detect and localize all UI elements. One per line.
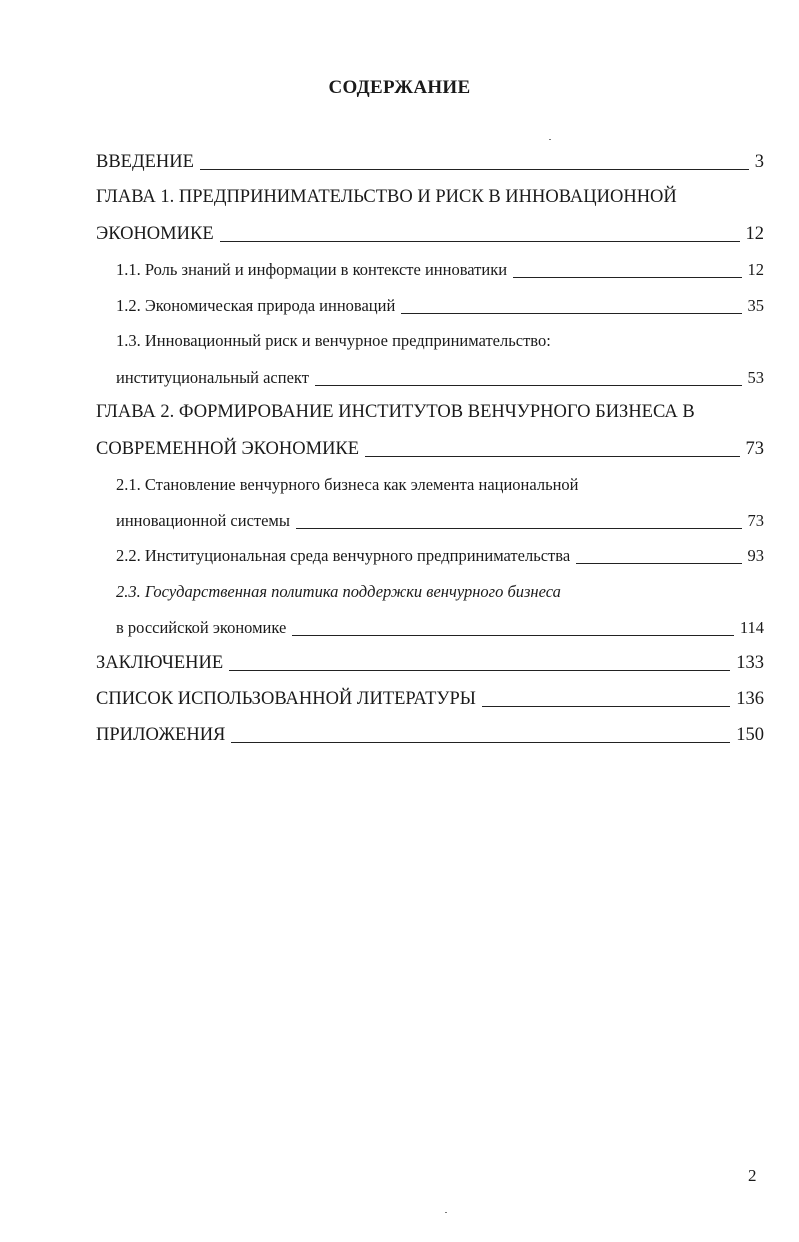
scan-speck [549,139,551,140]
toc-entry-1-1[interactable] [116,257,764,283]
toc-entry-title: 1.1. Роль знаний и информации в контексте инноватики [116,260,508,279]
toc-leader-line [292,635,734,636]
toc-page-number: 3 [754,152,764,172]
toc-leader-line [482,706,730,707]
toc-leader-line [315,385,742,386]
toc-1-3-line1: 1.3. Инновационный риск и венчурное предпринимательство: [116,331,551,350]
toc-entry-title: инновационной системы [116,511,290,530]
toc-entry-appendices[interactable] [96,722,764,748]
toc-page-number: 73 [745,439,764,459]
toc-chapter1-line1: ГЛАВА 1. ПРЕДПРИНИМАТЕЛЬСТВО И РИСК В ИННОВАЦИОННОЙ [96,187,677,207]
page-title: СОДЕРЖАНИЕ [328,77,471,98]
toc-entry-title: в российской экономике [116,618,287,637]
toc-entry-title: ПРИЛОЖЕНИЯ [96,725,226,745]
toc-page-number: 12 [747,260,764,279]
scan-speck [445,1212,447,1213]
toc-page-number: 12 [745,224,764,244]
toc-entry-references[interactable] [96,686,764,712]
toc-leader-line [576,563,741,564]
toc-leader-line [401,313,741,314]
toc-page-number: 114 [739,618,764,637]
toc-entry-2-2[interactable] [116,543,764,569]
toc-2-3-line1: 2.3. Государственная политика поддержки венчурного бизнеса [116,582,561,601]
toc-entry-2-3[interactable] [116,615,764,641]
toc-leader-line [200,169,749,170]
toc-entry-title: 2.2. Институциональная среда венчурного предпринимательства [116,546,571,565]
toc-leader-line [229,670,730,671]
toc-entry-title: ВВЕДЕНИЕ [96,152,194,172]
toc-entry-title: ЗАКЛЮЧЕНИЕ [96,653,224,673]
toc-entry-1-3[interactable] [116,365,764,391]
toc-leader-line [513,277,741,278]
toc-page-number: 93 [747,546,764,565]
toc-page-number: 136 [736,689,764,709]
toc-page-number: 35 [747,296,764,315]
page-number: 2 [748,1166,757,1185]
toc-2-1-line1: 2.1. Становление венчурного бизнеса как элемента национальной [116,475,579,494]
toc-page-number: 53 [747,368,764,387]
toc-entry-2-1[interactable] [116,508,764,534]
toc-entry-title: СПИСОК ИСПОЛЬЗОВАННОЙ ЛИТЕРАТУРЫ [96,689,476,709]
toc-entry-1-2[interactable] [116,293,764,319]
toc-page-number: 73 [747,511,764,530]
toc-page-number: 133 [736,653,764,673]
toc-entry-title: СОВРЕМЕННОЙ ЭКОНОМИКЕ [96,439,360,459]
toc-leader-line [365,456,739,457]
toc-page-number: 150 [736,725,764,745]
toc-leader-line [296,528,742,529]
toc-entry-title: 1.2. Экономическая природа инноваций [116,296,396,315]
toc-leader-line [220,241,740,242]
toc-entry-chapter2[interactable] [96,436,764,462]
toc-entry-intro[interactable] [96,149,764,175]
toc-entry-conclusion[interactable] [96,650,764,676]
toc-entry-title: ЭКОНОМИКЕ [96,224,214,244]
toc-leader-line [231,742,730,743]
toc-chapter2-line1: ГЛАВА 2. ФОРМИРОВАНИЕ ИНСТИТУТОВ ВЕНЧУРНОГО БИЗНЕСА В [96,402,695,422]
toc-entry-title: институциональный аспект [116,368,309,387]
toc-entry-chapter1[interactable] [96,221,764,247]
